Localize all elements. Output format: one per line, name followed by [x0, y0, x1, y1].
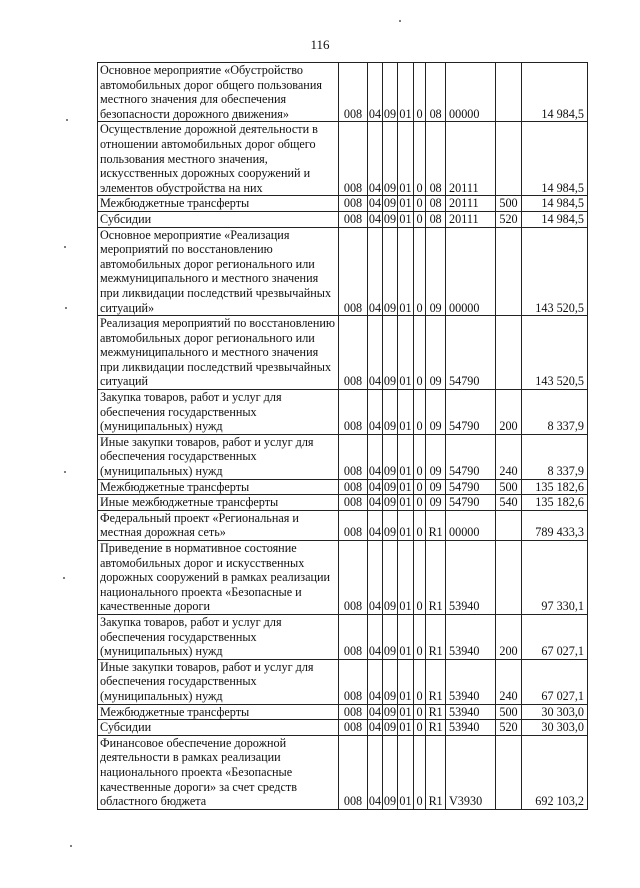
cell-subprogram-code: 0 [414, 227, 426, 316]
cell-subprogram-code: 0 [414, 541, 426, 615]
cell-ministry-code: 008 [339, 614, 368, 659]
cell-ministry-code: 008 [339, 122, 368, 196]
cell-subsection-code: 09 [383, 659, 398, 704]
cell-expense-type [496, 122, 522, 196]
cell-subsection-code: 09 [383, 720, 397, 735]
cell-subprogram-code: 0 [414, 720, 426, 736]
cell-subsection-code: 09 [383, 227, 398, 316]
cell-ministry-code: 008 [339, 390, 368, 435]
cell-name: Межбюджетные трансферты [98, 196, 339, 212]
cell-program-code: 01 [399, 211, 412, 226]
cell-activity-code: R1 [426, 720, 446, 736]
cell-section-code: 04 [368, 495, 382, 510]
cell-subsection-code: 09 [383, 390, 398, 435]
cell-section-code: 04 [368, 541, 383, 615]
cell-section-code: 04 [368, 63, 383, 122]
table-row [98, 720, 588, 736]
cell-expense-type: 500 [496, 479, 522, 495]
cell-section-code: 04 [368, 211, 382, 226]
cell-program-code: 01 [399, 720, 412, 735]
cell-subsection-code: 09 [383, 614, 398, 659]
cell-amount: 692 103,2 [522, 735, 588, 809]
cell-ministry-code: 008 [339, 659, 368, 704]
cell-ministry-code: 008 [339, 479, 368, 495]
cell-activity-code: 09 [426, 390, 446, 435]
cell-target-code: 54790 [446, 316, 496, 390]
cell-target-code: 00000 [446, 227, 496, 316]
cell-name: Федеральный проект «Региональная и местная дорожная сеть» [98, 510, 339, 540]
cell-activity-code: 08 [426, 211, 446, 227]
cell-subsection-code: 09 [383, 510, 398, 540]
cell-ministry-code: 008 [339, 227, 368, 316]
cell-subprogram-code: 0 [414, 659, 426, 704]
cell-subprogram-code: 0 [414, 614, 426, 659]
cell-activity-code: 09 [426, 495, 446, 511]
cell-ministry-code: 008 [339, 63, 368, 122]
cell-activity-code: 08 [426, 63, 446, 122]
cell-amount: 8 337,9 [522, 434, 588, 479]
cell-expense-type: 520 [496, 720, 522, 736]
cell-subprogram-code: 0 [414, 390, 426, 435]
table-row [98, 659, 588, 704]
cell-expense-type [496, 227, 522, 316]
cell-ministry-code: 008 [339, 495, 368, 511]
cell-name: Финансовое обеспечение дорожной деятельности в рамках реализации национального проекта «Безопасные качественные дороги» за счет средств областного бюджета [98, 735, 339, 809]
cell-name: Закупка товаров, работ и услуг для обеспечения государственных (муниципальных) нужд [98, 390, 339, 435]
table-row [98, 704, 588, 720]
cell-amount: 14 984,5 [522, 211, 588, 227]
cell-section-code: 04 [368, 316, 383, 390]
cell-program-code: 01 [398, 659, 414, 704]
cell-name: Иные закупки товаров, работ и услуг для обеспечения государственных (муниципальных) нужд [98, 434, 339, 479]
table-row [98, 196, 588, 212]
cell-subsection-code: 09 [383, 196, 397, 211]
cell-program-code: 01 [398, 434, 414, 479]
budget-table [97, 62, 588, 810]
cell-activity-code: 08 [426, 196, 446, 212]
cell-amount: 30 303,0 [522, 704, 588, 720]
scan-speck [399, 20, 401, 22]
cell-target-code: V3930 [446, 735, 496, 809]
cell-target-code: 53940 [446, 614, 496, 659]
scan-speck [70, 845, 72, 847]
cell-target-code: 00000 [446, 63, 496, 122]
cell-program-code: 01 [398, 390, 414, 435]
cell-amount: 143 520,5 [522, 227, 588, 316]
cell-amount: 14 984,5 [522, 196, 588, 212]
cell-target-code: 20111 [446, 122, 496, 196]
cell-subsection-code: 09 [383, 63, 398, 122]
cell-amount: 135 182,6 [522, 479, 588, 495]
cell-program-code: 01 [398, 316, 414, 390]
cell-subsection-code: 09 [383, 434, 398, 479]
cell-ministry-code: 008 [339, 211, 368, 227]
cell-target-code: 20111 [446, 196, 496, 212]
cell-target-code: 53940 [446, 659, 496, 704]
budget-table-body [98, 63, 588, 810]
table-row [98, 390, 588, 435]
cell-subprogram-code: 0 [414, 704, 426, 720]
cell-section-code: 04 [368, 390, 383, 435]
cell-expense-type: 540 [496, 495, 522, 511]
cell-amount: 14 984,5 [522, 122, 588, 196]
scan-speck [63, 577, 65, 579]
cell-subprogram-code: 0 [414, 211, 426, 227]
cell-subsection-code: 09 [383, 541, 398, 615]
cell-amount: 67 027,1 [522, 614, 588, 659]
cell-ministry-code: 008 [339, 735, 368, 809]
cell-subprogram-code: 0 [414, 735, 426, 809]
table-row [98, 510, 588, 540]
cell-amount: 97 330,1 [522, 541, 588, 615]
cell-activity-code: 09 [426, 434, 446, 479]
cell-subprogram-code: 0 [414, 122, 426, 196]
cell-expense-type: 200 [496, 614, 522, 659]
cell-expense-type: 240 [496, 659, 522, 704]
cell-activity-code: 09 [426, 479, 446, 495]
cell-amount: 135 182,6 [522, 495, 588, 511]
cell-amount: 30 303,0 [522, 720, 588, 736]
table-row [98, 227, 588, 316]
cell-name: Осуществление дорожной деятельности в отношении автомобильных дорог общего пользования местного значения, искусственных дорожных сооружений и элементов обустройства на них [98, 122, 339, 196]
page-number: 116 [310, 37, 330, 52]
cell-name: Субсидии [98, 211, 339, 227]
cell-expense-type: 500 [496, 704, 522, 720]
cell-expense-type: 500 [496, 196, 522, 212]
cell-ministry-code: 008 [339, 316, 368, 390]
cell-subsection-code: 09 [383, 704, 397, 719]
cell-amount: 14 984,5 [522, 63, 588, 122]
cell-subprogram-code: 0 [414, 510, 426, 540]
cell-activity-code: R1 [426, 614, 446, 659]
cell-subprogram-code: 0 [414, 196, 426, 212]
cell-amount: 8 337,9 [522, 390, 588, 435]
cell-name: Основное мероприятие «Реализация мероприятий по восстановлению автомобильных дорог регионального или межмуниципального и местного значения при ликвидации последствий чрезвычайных ситуаций» [98, 227, 339, 316]
cell-section-code: 04 [368, 614, 383, 659]
cell-activity-code: R1 [426, 510, 446, 540]
cell-section-code: 04 [368, 196, 382, 211]
cell-ministry-code: 008 [339, 510, 368, 540]
cell-subsection-code: 09 [383, 495, 397, 510]
cell-activity-code: 09 [426, 227, 446, 316]
cell-expense-type [496, 541, 522, 615]
cell-ministry-code: 008 [339, 196, 368, 212]
table-row [98, 495, 588, 511]
cell-subsection-code: 09 [383, 316, 398, 390]
table-row [98, 122, 588, 196]
scan-speck [64, 471, 66, 473]
cell-expense-type: 200 [496, 390, 522, 435]
cell-ministry-code: 008 [339, 434, 368, 479]
table-row [98, 735, 588, 809]
cell-ministry-code: 008 [339, 541, 368, 615]
cell-target-code: 53940 [446, 720, 496, 736]
cell-section-code: 04 [368, 434, 383, 479]
cell-subprogram-code: 0 [414, 479, 426, 495]
cell-ministry-code: 008 [339, 720, 368, 736]
cell-activity-code: R1 [426, 659, 446, 704]
table-row [98, 541, 588, 615]
cell-expense-type [496, 63, 522, 122]
cell-section-code: 04 [368, 704, 382, 719]
table-row [98, 434, 588, 479]
cell-subprogram-code: 0 [414, 63, 426, 122]
cell-expense-type: 240 [496, 434, 522, 479]
cell-section-code: 04 [368, 510, 383, 540]
table-row [98, 614, 588, 659]
cell-name: Приведение в нормативное состояние автомобильных дорог и искусственных дорожных сооружений в рамках реализации национального проекта «Безопасные и качественные дороги [98, 541, 339, 615]
cell-section-code: 04 [368, 479, 382, 494]
cell-activity-code: R1 [426, 541, 446, 615]
cell-program-code: 01 [398, 735, 414, 809]
cell-target-code: 53940 [446, 704, 496, 720]
cell-target-code: 54790 [446, 390, 496, 435]
cell-activity-code: R1 [426, 704, 446, 720]
scan-speck [64, 246, 66, 248]
cell-name: Закупка товаров, работ и услуг для обеспечения государственных (муниципальных) нужд [98, 614, 339, 659]
cell-section-code: 04 [368, 227, 383, 316]
cell-section-code: 04 [368, 720, 382, 735]
cell-subprogram-code: 0 [414, 434, 426, 479]
cell-subsection-code: 09 [383, 735, 398, 809]
cell-activity-code: 09 [426, 316, 446, 390]
cell-section-code: 04 [368, 659, 383, 704]
cell-amount: 143 520,5 [522, 316, 588, 390]
table-row [98, 316, 588, 390]
scan-speck [66, 119, 68, 121]
cell-program-code: 01 [398, 510, 414, 540]
cell-target-code: 54790 [446, 434, 496, 479]
cell-target-code: 54790 [446, 479, 496, 495]
cell-target-code: 53940 [446, 541, 496, 615]
cell-name: Основное мероприятие «Обустройство автомобильных дорог общего пользования местного значения для обеспечения безопасности дорожного движения» [98, 63, 339, 122]
cell-program-code: 01 [398, 122, 414, 196]
cell-target-code: 00000 [446, 510, 496, 540]
cell-program-code: 01 [399, 479, 412, 494]
cell-subsection-code: 09 [383, 211, 397, 226]
table-row [98, 63, 588, 122]
cell-program-code: 01 [398, 227, 414, 316]
cell-subprogram-code: 0 [414, 495, 426, 511]
cell-activity-code: R1 [426, 735, 446, 809]
cell-amount: 67 027,1 [522, 659, 588, 704]
cell-amount: 789 433,3 [522, 510, 588, 540]
cell-section-code: 04 [368, 122, 383, 196]
cell-program-code: 01 [399, 704, 412, 719]
cell-expense-type: 520 [496, 211, 522, 227]
cell-activity-code: 08 [426, 122, 446, 196]
cell-section-code: 04 [368, 735, 383, 809]
cell-name: Иные закупки товаров, работ и услуг для обеспечения государственных (муниципальных) нужд [98, 659, 339, 704]
cell-target-code: 20111 [446, 211, 496, 227]
cell-subsection-code: 09 [383, 122, 398, 196]
cell-name: Межбюджетные трансферты [98, 704, 339, 720]
cell-name: Реализация мероприятий по восстановлению автомобильных дорог регионального или межмуниципального и местного значения при ликвидации последствий чрезвычайных ситуаций [98, 316, 339, 390]
cell-name: Субсидии [98, 720, 339, 736]
cell-name: Иные межбюджетные трансферты [98, 495, 339, 511]
cell-subprogram-code: 0 [414, 316, 426, 390]
cell-target-code: 54790 [446, 495, 496, 511]
table-row [98, 479, 588, 495]
cell-program-code: 01 [398, 63, 414, 122]
table-row [98, 211, 588, 227]
cell-program-code: 01 [398, 614, 414, 659]
cell-subsection-code: 09 [383, 479, 397, 494]
cell-expense-type [496, 316, 522, 390]
cell-ministry-code: 008 [339, 704, 368, 720]
cell-expense-type [496, 735, 522, 809]
cell-program-code: 01 [399, 495, 412, 510]
cell-program-code: 01 [398, 541, 414, 615]
scan-speck [65, 307, 67, 309]
cell-program-code: 01 [399, 196, 412, 211]
cell-expense-type [496, 510, 522, 540]
cell-name: Межбюджетные трансферты [98, 479, 339, 495]
